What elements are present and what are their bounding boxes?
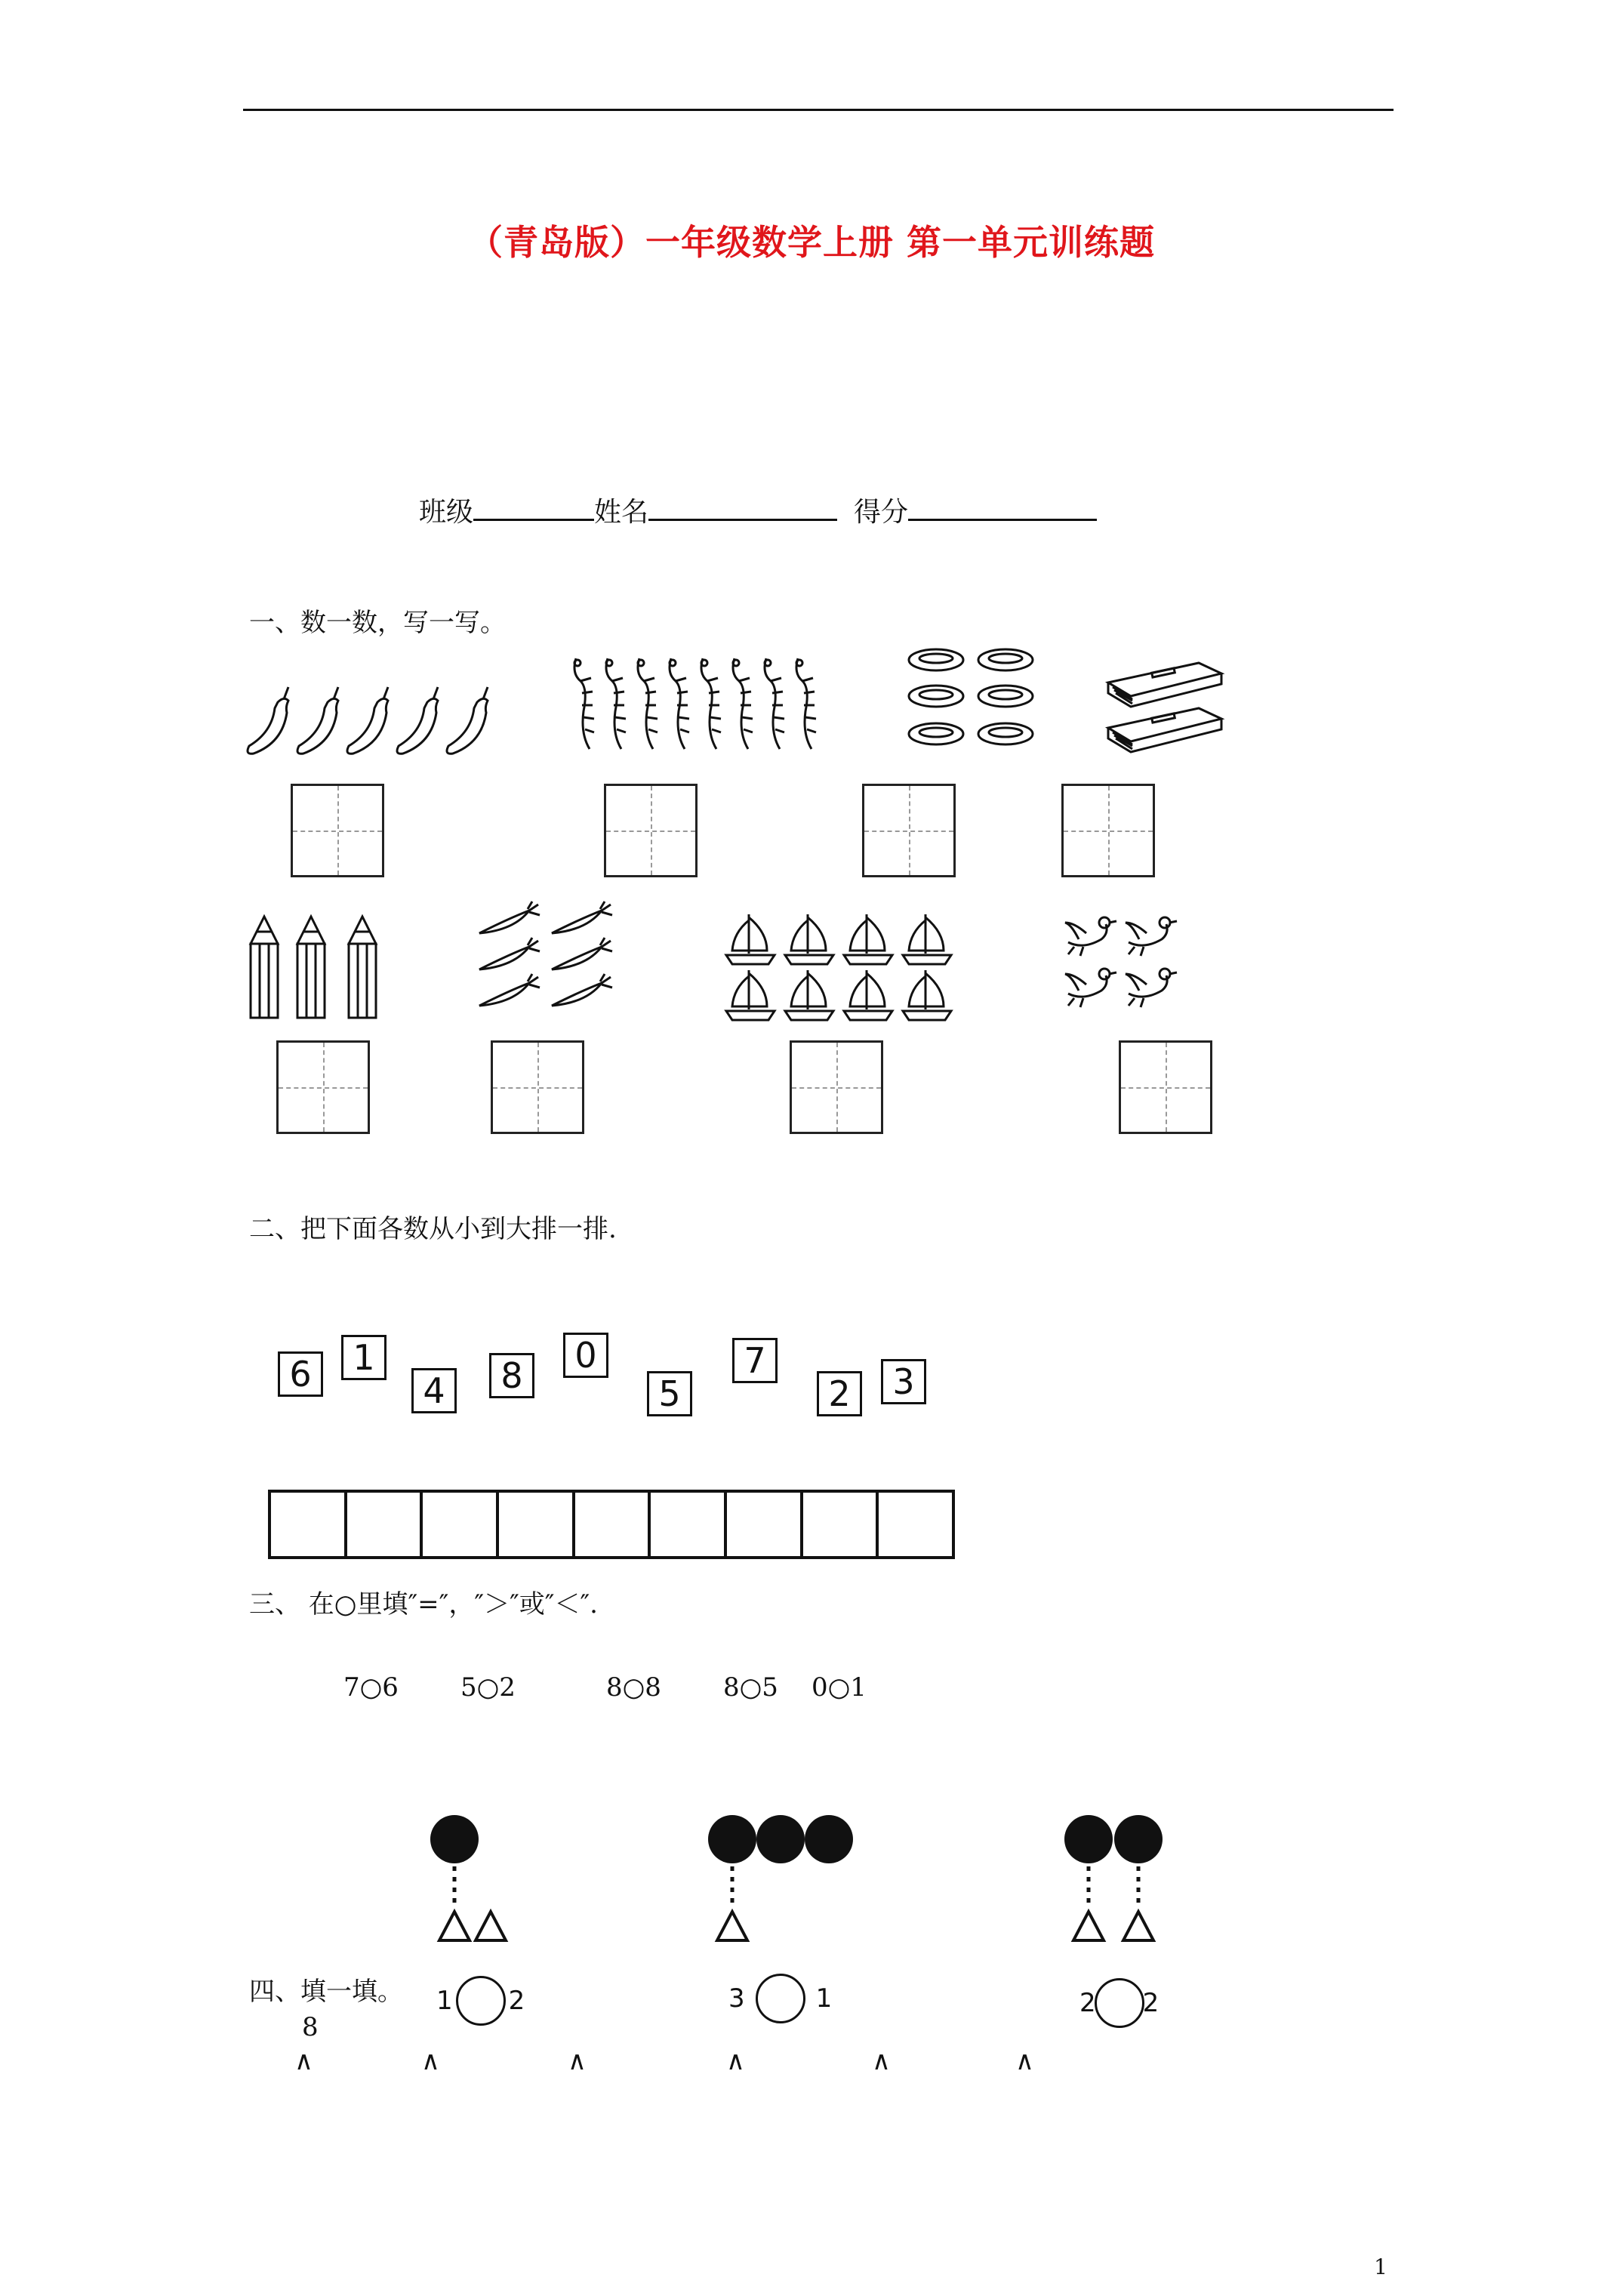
- ordering-answer-cell[interactable]: [651, 1493, 727, 1556]
- filled-circle-icon: [430, 1815, 479, 1863]
- fill-circle[interactable]: [756, 1974, 805, 2023]
- class-blank[interactable]: [473, 492, 594, 521]
- fill-group: [728, 1972, 832, 2025]
- score-blank[interactable]: [908, 492, 1097, 521]
- number-card: 1: [341, 1335, 387, 1380]
- dot-triangle-diagram: [702, 1812, 868, 1948]
- decompose-caret: ∧: [1015, 2046, 1034, 2076]
- number-card: 6: [278, 1351, 323, 1397]
- fill-group: [1079, 1977, 1159, 2029]
- plate-icon: [909, 649, 1033, 744]
- decompose-caret: ∧: [872, 2046, 891, 2076]
- answer-grid-carrot[interactable]: [491, 1040, 584, 1134]
- fill-right-number: 2: [508, 1986, 525, 2016]
- section3-heading: 三、 在○里填″=″，″＞″或″＜″.: [249, 1589, 598, 1620]
- filled-circle-icon: [1114, 1815, 1163, 1863]
- number-card: 5: [647, 1371, 692, 1416]
- answer-grid-sailboat[interactable]: [790, 1040, 883, 1134]
- eggplant-group: [243, 649, 500, 763]
- number-card: 0: [563, 1333, 608, 1378]
- number-card: 4: [411, 1368, 457, 1413]
- fill-left-number: 2: [1079, 1988, 1096, 2018]
- score-label: 得分: [854, 497, 909, 528]
- section1-heading: 一、数一数，写一写。: [249, 608, 506, 638]
- shrimp-icon: [574, 658, 816, 749]
- ordering-answer-cell[interactable]: [499, 1493, 575, 1556]
- decompose-top-number: 8: [302, 2012, 319, 2042]
- section2-heading: 二、把下面各数从小到大排一排.: [249, 1214, 617, 1244]
- ordering-answer-cell[interactable]: [575, 1493, 651, 1556]
- info-line: [419, 491, 1097, 529]
- ordering-answer-row: [268, 1490, 955, 1559]
- pencil-icon: [251, 917, 376, 1018]
- fill-right-number: 1: [815, 1983, 833, 2014]
- plate-group: [906, 648, 1049, 761]
- ordering-answer-cell[interactable]: [879, 1493, 952, 1556]
- class-label: 班级: [419, 497, 474, 528]
- answer-grid-bird[interactable]: [1119, 1040, 1212, 1134]
- number-card: 2: [817, 1371, 862, 1416]
- ordering-answer-cell[interactable]: [803, 1493, 879, 1556]
- compare-item[interactable]: 8○5: [723, 1672, 778, 1703]
- answer-grid-pencil[interactable]: [276, 1040, 370, 1134]
- dot-triangle-diagram: [1057, 1812, 1178, 1948]
- answer-grid-plate[interactable]: [862, 784, 956, 877]
- header-rule: [243, 109, 1394, 111]
- number-card: 7: [732, 1338, 778, 1383]
- ordering-answer-cell[interactable]: [423, 1493, 499, 1556]
- decompose-caret: ∧: [568, 2046, 587, 2076]
- carrot-group: [472, 898, 623, 1023]
- answer-grid-shrimp[interactable]: [604, 784, 698, 877]
- book-icon: [1108, 663, 1221, 752]
- decompose-caret: ∧: [294, 2046, 313, 2076]
- triangle-icon: [717, 1912, 747, 1940]
- book-group: [1104, 657, 1232, 763]
- sailboat-group: [723, 910, 972, 1023]
- filled-circle-icon: [708, 1815, 756, 1863]
- filled-circle-icon: [1064, 1815, 1113, 1863]
- fill-circle[interactable]: [1095, 1978, 1144, 2028]
- pencil-group: [246, 914, 397, 1023]
- section4-heading: 四、填一填。: [249, 1977, 403, 2007]
- fill-left-number: 3: [728, 1983, 745, 2014]
- fill-circle[interactable]: [456, 1976, 506, 2026]
- bird-icon: [1065, 917, 1177, 1007]
- ordering-answer-cell[interactable]: [347, 1493, 423, 1556]
- shrimp-group: [562, 649, 842, 763]
- name-label: 姓名: [594, 497, 649, 528]
- ordering-answer-cell[interactable]: [271, 1493, 347, 1556]
- sailboat-icon: [726, 914, 951, 1020]
- decompose-caret: ∧: [726, 2046, 745, 2076]
- name-blank[interactable]: [648, 492, 837, 521]
- filled-circle-icon: [756, 1815, 805, 1863]
- fill-left-number: 1: [436, 1986, 453, 2016]
- carrot-icon: [479, 901, 612, 1006]
- bird-group: [1061, 912, 1189, 1018]
- compare-item[interactable]: 7○6: [343, 1672, 399, 1703]
- number-card: 8: [489, 1353, 534, 1398]
- triangle-icon: [1073, 1912, 1153, 1940]
- decompose-caret: ∧: [421, 2046, 440, 2076]
- page-title: （青岛版）一年级数学上册 第一单元训练题: [467, 222, 1155, 263]
- triangle-icon: [439, 1912, 506, 1940]
- number-card: 3: [881, 1359, 926, 1404]
- filled-circle-icon: [805, 1815, 853, 1863]
- answer-grid-book[interactable]: [1061, 784, 1155, 877]
- page-number: 1: [1374, 2254, 1387, 2279]
- dot-triangle-diagram: [423, 1812, 544, 1948]
- eggplant-icon: [248, 687, 488, 754]
- fill-right-number: 2: [1142, 1988, 1160, 2018]
- compare-item[interactable]: 0○1: [812, 1672, 867, 1703]
- compare-item[interactable]: 5○2: [460, 1672, 516, 1703]
- answer-grid-eggplant[interactable]: [291, 784, 384, 877]
- compare-item[interactable]: 8○8: [606, 1672, 661, 1703]
- ordering-answer-cell[interactable]: [727, 1493, 803, 1556]
- fill-group: [436, 1974, 525, 2027]
